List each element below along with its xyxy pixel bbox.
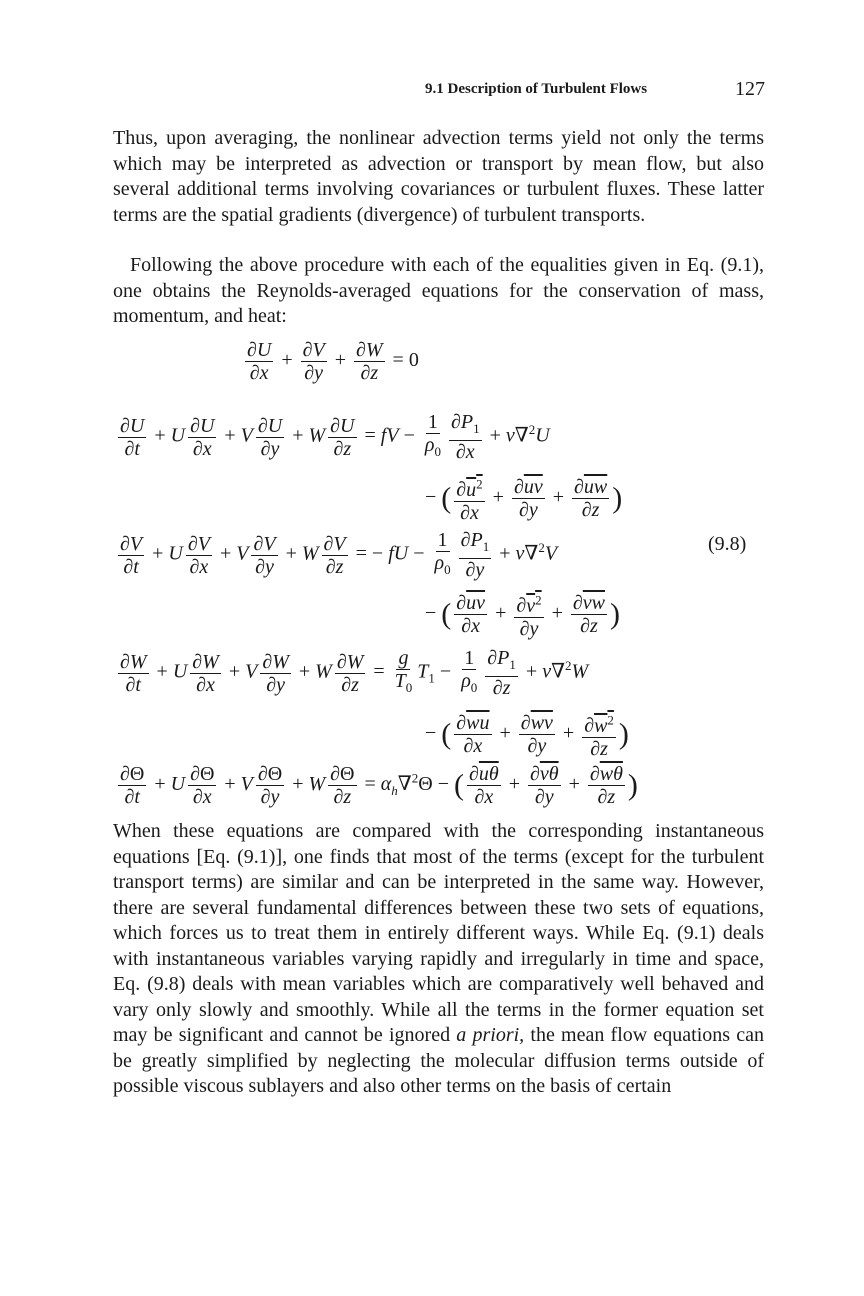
section-title: 9.1 Description of Turbulent Flows	[425, 81, 648, 97]
paragraph-3-text	[113, 819, 764, 1100]
equation-heat: $\frac{\partial\Theta}{\partial t}$ + U $\frac{\partial\Theta}{\partial x}$ + V $\frac{\partial\Theta}{\partial y}$ + W $\frac{\partial\Theta}{\partial z}$ = $\alpha_h\nabla^2\Theta$ − ( $\frac{\partial\overline{u\theta}}{\partial x}$ + $\frac{\partial\overline{v\theta}}{\partial y}$ + $\frac{\partial\overline{w\theta}}{\partial z}$ )	[120, 763, 638, 808]
paragraph-1	[113, 126, 764, 228]
paragraph-3	[113, 819, 764, 1100]
running-head	[425, 78, 765, 104]
page-number: 127	[735, 78, 765, 100]
paragraph-3-part-1: When these equations are compared with the corresponding instantaneous equations [Eq. (9.1)], one finds that most of the terms (except for the turbulent transport terms) are similar and can be interpreted in the same way. However, there are several fundamental differences between these two sets of equations, which forces us to treat them in entirely different ways. While Eq. (9.1) deals with instantaneous variables varying rapidly and irregularly in time and space, Eq. (9.8) deals with mean variables which are comparatively well behaved and vary only slowly and smoothly. While all the terms in the former equation set may be significant and cannot be ignored	[113, 820, 764, 1046]
equation-w-flux-terms: − ( $\frac{\partial\overline{wu}}{\partial x}$ + $\frac{\partial\overline{wv}}{\partial y}$ + $\frac{\partial w^2}{\partial z}$ )	[425, 711, 629, 760]
equation-v-momentum: $\frac{\partial V}{\partial t}$ + U $\frac{\partial V}{\partial x}$ + V $\frac{\partial V}{\partial y}$ + W $\frac{\partial V}{\partial z}$ = − fU − $\frac{1}{\rho_0}$ $\frac{\partial P_1}{\partial y}$ + ν∇$^2$V	[120, 529, 558, 581]
paragraph-2	[113, 253, 764, 330]
equation-v-flux-terms: − ( $\frac{\partial\overline{uv}}{\partial x}$ + $\frac{\partial v^2}{\partial y}$ + $\frac{\partial\overline{vw}}{\partial z}$ )	[425, 591, 621, 640]
paragraph-3-italic: a priori,	[456, 1024, 525, 1046]
equation-w-momentum: $\frac{\partial W}{\partial t}$ + U $\frac{\partial W}{\partial x}$ + V $\frac{\partial W}{\partial y}$ + W $\frac{\partial W}{\partial z}$ = $\frac{g}{T_0}$ $T_1$ − $\frac{1}{\rho_0}$ $\frac{\partial P_1}{\partial z}$ + ν∇$^2$W	[120, 647, 589, 699]
equation-u-momentum: $\frac{\partial U}{\partial t}$ + U $\frac{\partial U}{\partial x}$ + V $\frac{\partial U}{\partial y}$ + W $\frac{\partial U}{\partial z}$ = fV − $\frac{1}{\rho_0}$ $\frac{\partial P_1}{\partial x}$ + ν∇$^2$U	[120, 411, 550, 463]
equation-u-flux-terms: − ( $\frac{\partial u^2}{\partial x}$ + $\frac{\partial\overline{uv}}{\partial y}$ + $\frac{\partial\overline{uw}}{\partial z}$ )	[425, 475, 623, 524]
equation-number: (9.8)	[708, 533, 747, 555]
paragraph-1-text: Thus, upon averaging, the nonlinear advection terms yield not only the terms which may be interpreted as advection or transport by mean flow, but also several additional terms involving covariances or turbulent fluxes. These latter terms are the spatial gradients (divergence) of turbulent transports.	[113, 127, 764, 226]
paragraph-3-part-2: the mean flow equations can be greatly simplified by neglecting the molecular diffusion terms outside of possible viscous sublayers and also other terms on the basis of certain	[113, 1024, 764, 1097]
equation-continuity: $\frac{\partial U}{\partial x}$ + $\frac{\partial V}{\partial y}$ + $\frac{\partial W}{\partial z}$ = 0	[247, 339, 419, 384]
paragraph-2-text: Following the above procedure with each of the equalities given in Eq. (9.1), one obtains the Reynolds-averaged equations for the conservation of mass, momentum, and heat:	[113, 254, 764, 327]
